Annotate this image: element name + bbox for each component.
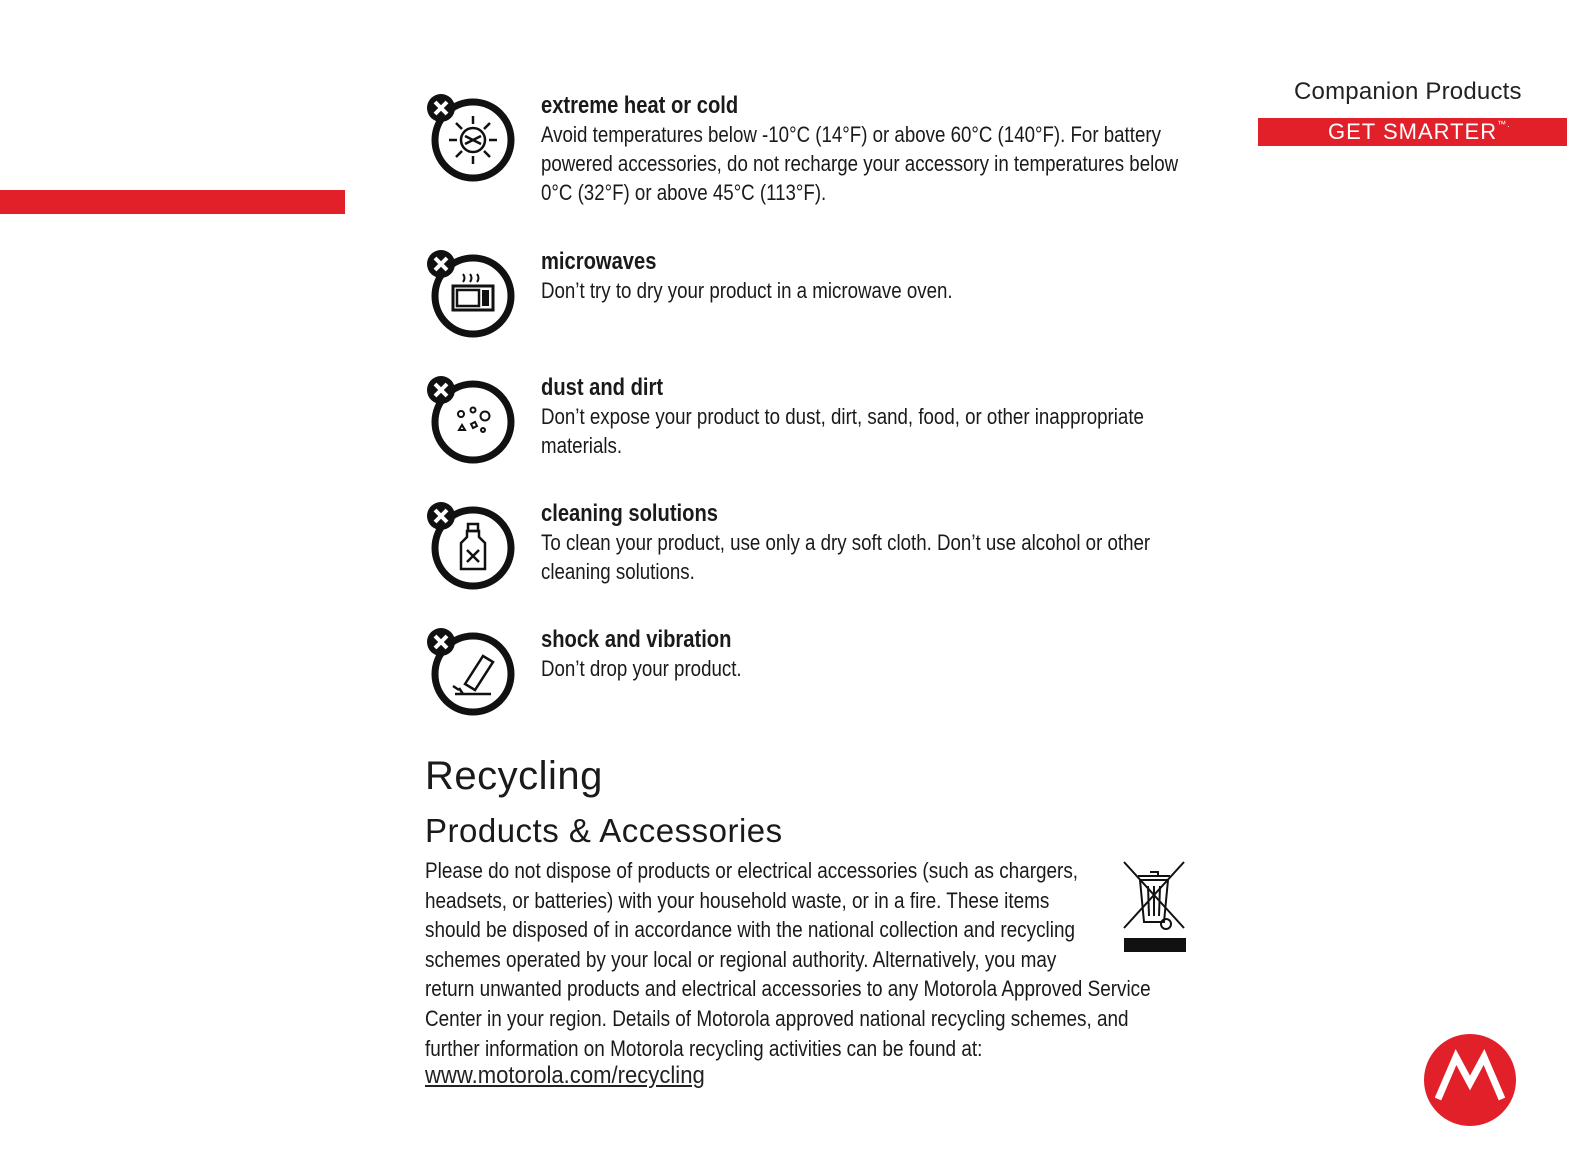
warning-text: Don’t drop your product.: [541, 656, 742, 681]
warning-title: cleaning solutions: [541, 500, 718, 527]
section-title: Companion Products: [1294, 78, 1522, 105]
recycling-link[interactable]: www.motorola.com/recycling: [425, 1062, 705, 1089]
recycling-heading: Recycling: [425, 754, 603, 798]
body-line: further information on Motorola recycling activities can be found at:: [425, 1035, 983, 1061]
tagline-text: GET SMARTER: [1328, 119, 1498, 144]
recycling-subheading: Products & Accessories: [425, 812, 783, 849]
motorola-logo-icon: [1423, 1033, 1517, 1127]
crossed-out-bin-icon: [1120, 858, 1188, 954]
warning-title: dust and dirt: [541, 374, 664, 401]
heat-cold-icon: [425, 92, 517, 184]
warning-text: Avoid temperatures below -10°C (14°F) or above 60°C (140°F). For battery powered accessories, do not recharge your accessory in temperatures below 0°C (32°F) or above 45°C (113°F).: [541, 122, 1179, 205]
body-line: should be disposed of in accordance with the national collection and recycling: [425, 917, 1075, 943]
body-line: headsets, or batteries) with your household waste, or in a fire. These items: [425, 887, 1050, 913]
warning-text: To clean your product, use only a dry soft cloth. Don’t use alcohol or other cleaning solutions.: [541, 530, 1151, 584]
shock-vibration-icon: [425, 626, 517, 718]
warning-text: Don’t try to dry your product in a microwave oven.: [541, 278, 953, 303]
body-line: schemes operated by your local or regional authority. Alternatively, you may: [425, 946, 1057, 972]
warning-title: extreme heat or cold: [541, 92, 739, 119]
tagline-banner: [1258, 118, 1567, 146]
body-line: return unwanted products and electrical accessories to any Motorola Approved Service: [425, 976, 1151, 1002]
recycling-body: [425, 856, 1151, 1063]
microwave-icon: [425, 248, 517, 340]
trademark-mark: ™.: [1497, 119, 1511, 129]
warning-title: microwaves: [541, 248, 657, 275]
body-line: Center in your region. Details of Motorola approved national recycling schemes, and: [425, 1005, 1129, 1031]
warning-title: shock and vibration: [541, 626, 732, 653]
left-accent-bar: [0, 190, 345, 214]
body-line: Please do not dispose of products or electrical accessories (such as chargers,: [425, 858, 1079, 883]
warning-text: Don’t expose your product to dust, dirt, sand, food, or other inappropriate materials.: [541, 404, 1144, 458]
dust-dirt-icon: [425, 374, 517, 466]
cleaning-solution-icon: [425, 500, 517, 592]
